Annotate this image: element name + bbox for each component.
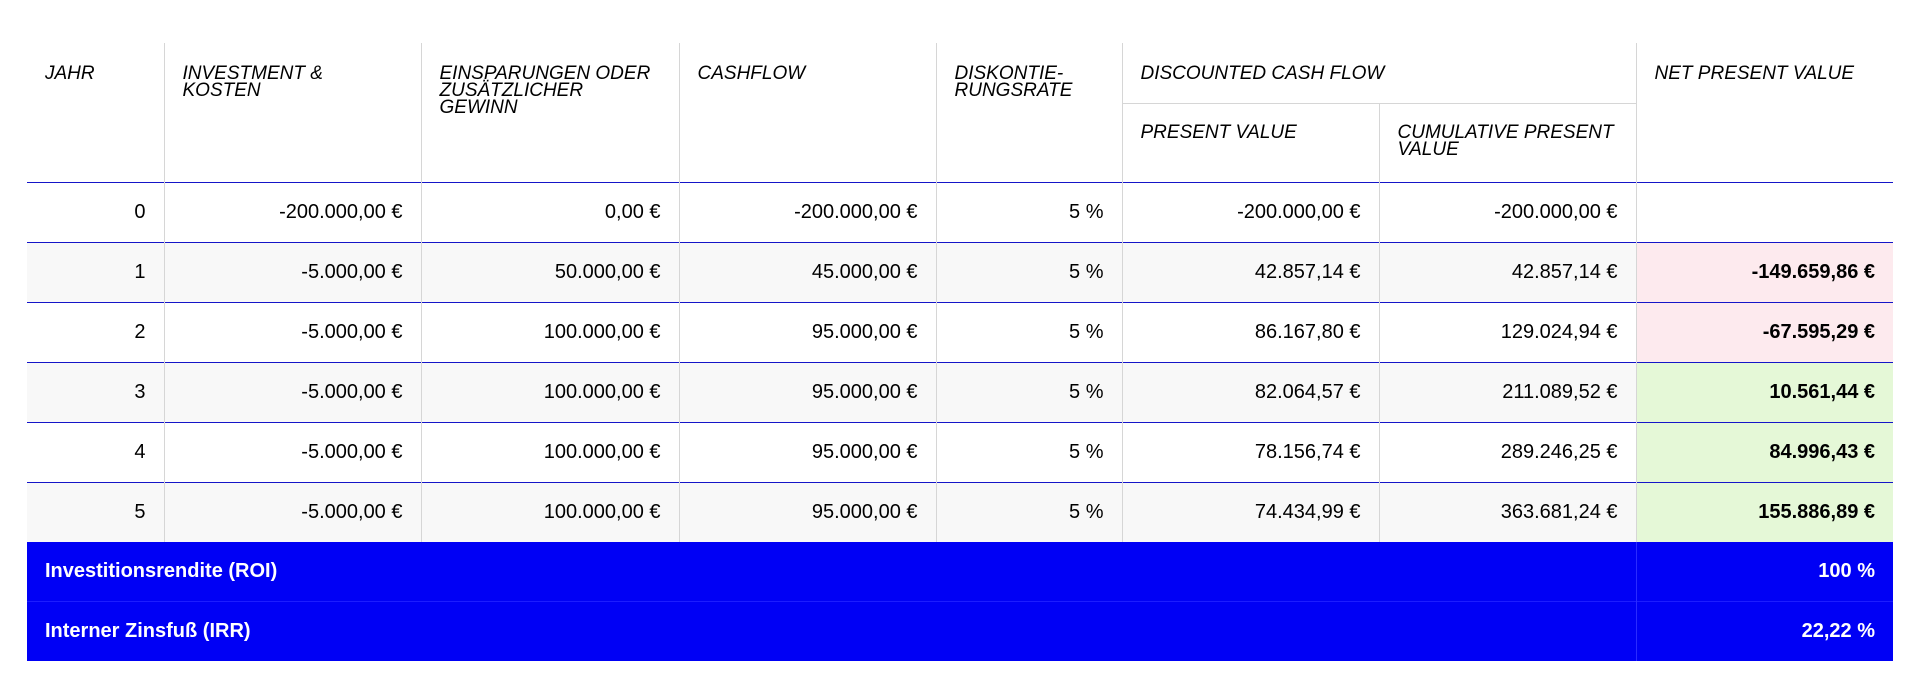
cell-investment: -5.000,00 € [164, 483, 421, 543]
cell-jahr: 4 [27, 423, 164, 483]
cell-cumulative-present-value: -200.000,00 € [1379, 183, 1636, 243]
cell-jahr: 2 [27, 303, 164, 363]
cell-net-present-value [1636, 183, 1893, 243]
npv-table [27, 43, 1893, 661]
cell-present-value: 86.167,80 € [1122, 303, 1379, 363]
cell-rate: 5 % [936, 183, 1122, 243]
header-net-present-value: NET PRESENT VALUE [1636, 43, 1893, 183]
cell-einsparungen: 100.000,00 € [421, 363, 679, 423]
cell-present-value: 74.434,99 € [1122, 483, 1379, 543]
cell-present-value: 82.064,57 € [1122, 363, 1379, 423]
cell-investment: -5.000,00 € [164, 423, 421, 483]
cell-cumulative-present-value: 129.024,94 € [1379, 303, 1636, 363]
cell-rate: 5 % [936, 303, 1122, 363]
header-einsparungen: EINSPARUNGEN ODER ZUSÄTZLICHER GEWINN [421, 43, 679, 183]
roi-value: 100 % [1636, 542, 1893, 602]
roi-label: Investitionsrendite (ROI) [27, 542, 1636, 602]
table-row [27, 183, 1893, 243]
cell-jahr: 1 [27, 243, 164, 303]
cell-einsparungen: 100.000,00 € [421, 483, 679, 543]
cell-cumulative-present-value: 211.089,52 € [1379, 363, 1636, 423]
cell-einsparungen: 0,00 € [421, 183, 679, 243]
cell-investment: -200.000,00 € [164, 183, 421, 243]
cell-investment: -5.000,00 € [164, 363, 421, 423]
cell-cashflow: -200.000,00 € [679, 183, 936, 243]
cell-cashflow: 45.000,00 € [679, 243, 936, 303]
cell-cashflow: 95.000,00 € [679, 303, 936, 363]
cell-rate: 5 % [936, 423, 1122, 483]
cell-cashflow: 95.000,00 € [679, 363, 936, 423]
cell-einsparungen: 100.000,00 € [421, 303, 679, 363]
cell-einsparungen: 50.000,00 € [421, 243, 679, 303]
cell-rate: 5 % [936, 243, 1122, 303]
cell-cumulative-present-value: 289.246,25 € [1379, 423, 1636, 483]
cell-net-present-value: 84.996,43 € [1636, 423, 1893, 483]
investment-calculation-table-container [27, 43, 1893, 661]
cell-einsparungen: 100.000,00 € [421, 423, 679, 483]
cell-investment: -5.000,00 € [164, 303, 421, 363]
header-discounted-cash-flow: DISCOUNTED CASH FLOW [1122, 43, 1636, 104]
cell-cumulative-present-value: 363.681,24 € [1379, 483, 1636, 543]
table-row [27, 303, 1893, 363]
header-cumulative-present-value: CUMULATIVE PRESENT VALUE [1379, 104, 1636, 183]
table-row [27, 363, 1893, 423]
header-diskontierungsrate: DISKONTIE-RUNGSRATE [936, 43, 1122, 183]
irr-row [27, 602, 1893, 662]
table-row [27, 423, 1893, 483]
cell-cashflow: 95.000,00 € [679, 483, 936, 543]
cell-net-present-value: -67.595,29 € [1636, 303, 1893, 363]
cell-cumulative-present-value: 42.857,14 € [1379, 243, 1636, 303]
table-body [27, 183, 1893, 543]
cell-net-present-value: 10.561,44 € [1636, 363, 1893, 423]
table-header [27, 43, 1893, 183]
header-present-value: PRESENT VALUE [1122, 104, 1379, 183]
cell-present-value: 78.156,74 € [1122, 423, 1379, 483]
cell-investment: -5.000,00 € [164, 243, 421, 303]
cell-jahr: 0 [27, 183, 164, 243]
table-row [27, 483, 1893, 543]
header-investment: INVESTMENT & KOSTEN [164, 43, 421, 183]
irr-value: 22,22 % [1636, 602, 1893, 662]
cell-present-value: -200.000,00 € [1122, 183, 1379, 243]
cell-rate: 5 % [936, 483, 1122, 543]
cell-jahr: 3 [27, 363, 164, 423]
cell-jahr: 5 [27, 483, 164, 543]
irr-label: Interner Zinsfuß (IRR) [27, 602, 1636, 662]
header-cashflow: CASHFLOW [679, 43, 936, 183]
cell-present-value: 42.857,14 € [1122, 243, 1379, 303]
cell-rate: 5 % [936, 363, 1122, 423]
cell-cashflow: 95.000,00 € [679, 423, 936, 483]
summary-footer [27, 542, 1893, 661]
cell-net-present-value: 155.886,89 € [1636, 483, 1893, 543]
cell-net-present-value: -149.659,86 € [1636, 243, 1893, 303]
table-row [27, 243, 1893, 303]
header-jahr: JAHR [45, 63, 95, 84]
roi-row [27, 542, 1893, 602]
